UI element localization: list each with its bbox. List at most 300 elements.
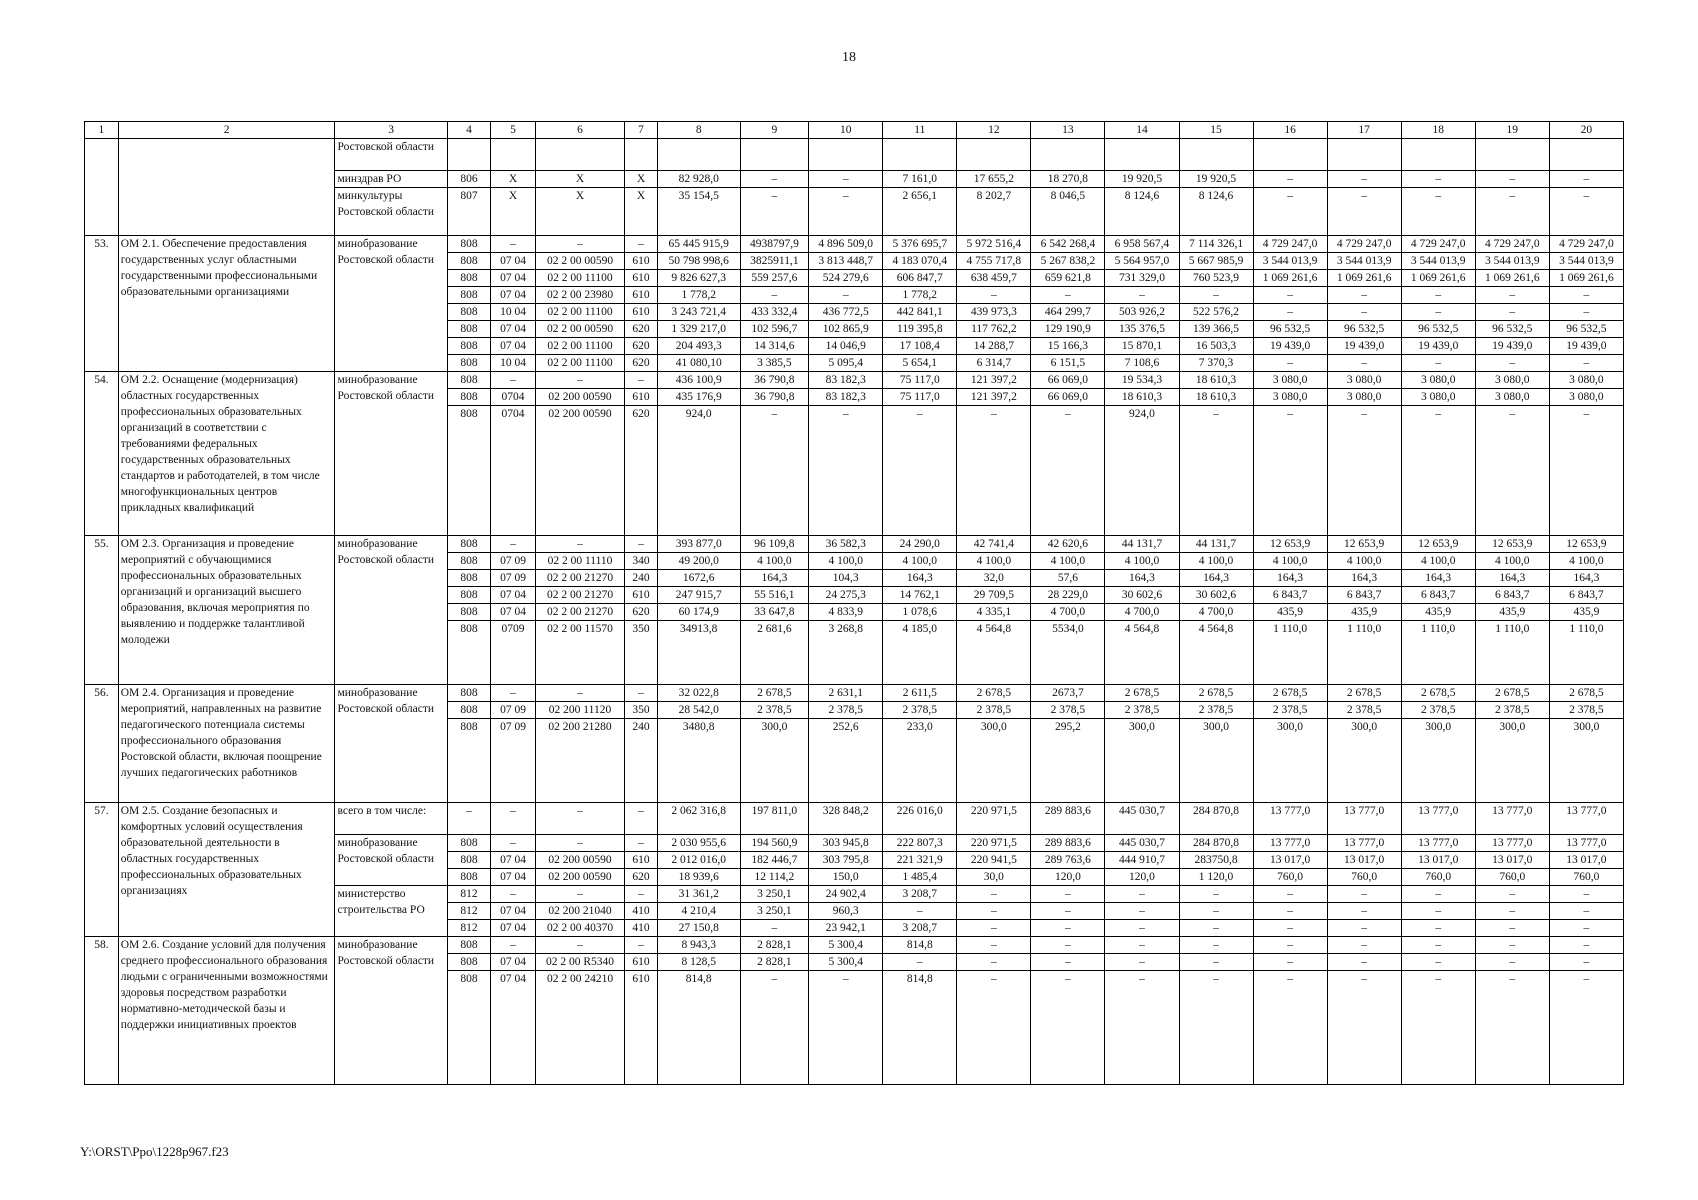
value-cell: 1 778,2: [657, 287, 740, 304]
owner-cell-text: минздрав РО: [337, 173, 402, 185]
value-cell: 19 439,0: [1401, 338, 1475, 355]
item-name-cell-text: ОМ 2.1. Обеспечение предоставления государственных услуг областными государственными профессиональными образовательными организациями: [120, 238, 318, 298]
value-cell: –: [1401, 355, 1475, 372]
value-cell: –: [1179, 886, 1253, 903]
table-row: [85, 803, 1624, 835]
value-cell: 5534,0: [1031, 621, 1105, 685]
value-cell: 36 790,8: [740, 372, 809, 389]
code-cell-c4: 812: [447, 886, 491, 903]
value-cell: –: [1253, 287, 1327, 304]
value-cell: 4 564,8: [1105, 621, 1179, 685]
value-cell: 4 100,0: [1401, 553, 1475, 570]
value-cell: –: [740, 920, 809, 937]
value-cell: 5 095,4: [809, 355, 883, 372]
code-cell-c6: 02 2 00 23980: [535, 287, 624, 304]
value-cell: 436 772,5: [809, 304, 883, 321]
value-cell: 4 100,0: [1031, 553, 1105, 570]
value-cell: 5 654,1: [883, 355, 957, 372]
value-cell: 2 378,5: [1327, 702, 1401, 719]
code-cell-c7: 410: [625, 903, 658, 920]
value-cell: 924,0: [1105, 406, 1179, 536]
value-cell: 638 459,7: [957, 270, 1031, 287]
value-cell: 23 942,1: [809, 920, 883, 937]
value-cell: 2 678,5: [1253, 685, 1327, 702]
value-cell: 760,0: [1327, 869, 1401, 886]
value-cell: 4 729 247,0: [1327, 236, 1401, 253]
empty-cell: [883, 139, 957, 171]
value-cell: 19 439,0: [1327, 338, 1401, 355]
value-cell: 24 902,4: [809, 886, 883, 903]
code-cell-c7: 610: [625, 304, 658, 321]
value-cell: –: [1475, 920, 1549, 937]
value-cell: –: [1401, 971, 1475, 1085]
value-cell: 2 678,5: [1105, 685, 1179, 702]
value-cell: 12 653,9: [1475, 536, 1549, 553]
table-row: [85, 937, 1624, 954]
value-cell: 303 945,8: [809, 835, 883, 852]
value-cell: 3 080,0: [1475, 372, 1549, 389]
value-cell: 3 080,0: [1475, 389, 1549, 406]
owner-cell: [335, 937, 447, 1085]
value-cell: 2 678,5: [1475, 685, 1549, 702]
value-cell: –: [1549, 886, 1623, 903]
code-cell-c5: Х: [491, 188, 536, 236]
code-cell-c7: 610: [625, 389, 658, 406]
value-cell: 7 108,6: [1105, 355, 1179, 372]
value-cell: 2 678,5: [1327, 685, 1401, 702]
code-cell-c5: 10 04: [491, 304, 536, 321]
budget-table-wrap: [84, 121, 1624, 1085]
value-cell: 2 012 016,0: [657, 852, 740, 869]
value-cell: 55 516,1: [740, 587, 809, 604]
value-cell: –: [1401, 287, 1475, 304]
value-cell: 6 843,7: [1327, 587, 1401, 604]
value-cell: 13 777,0: [1475, 835, 1549, 852]
value-cell: 66 069,0: [1031, 372, 1105, 389]
value-cell: 18 270,8: [1031, 171, 1105, 188]
value-cell: 60 174,9: [657, 604, 740, 621]
value-cell: –: [957, 971, 1031, 1085]
code-cell-c4: 808: [447, 587, 491, 604]
value-cell: 2 030 955,6: [657, 835, 740, 852]
value-cell: 36 582,3: [809, 536, 883, 553]
value-cell: –: [1105, 920, 1179, 937]
value-cell: 18 939,6: [657, 869, 740, 886]
value-cell: –: [740, 971, 809, 1085]
value-cell: 57,6: [1031, 570, 1105, 587]
budget-table: [84, 121, 1624, 1085]
value-cell: –: [1179, 920, 1253, 937]
value-cell: 13 777,0: [1401, 835, 1475, 852]
value-cell: 5 564 957,0: [1105, 253, 1179, 270]
value-cell: 4 564,8: [1179, 621, 1253, 685]
empty-cell: [740, 139, 809, 171]
item-name-cell: [118, 685, 335, 803]
code-cell-c7: 620: [625, 321, 658, 338]
value-cell: 5 300,4: [809, 937, 883, 954]
value-cell: 44 131,7: [1105, 536, 1179, 553]
code-cell-c5: –: [491, 886, 536, 903]
value-cell: 83 182,3: [809, 389, 883, 406]
value-cell: 1 485,4: [883, 869, 957, 886]
value-cell: 1 069 261,6: [1253, 270, 1327, 287]
value-cell: –: [1401, 886, 1475, 903]
column-header: 8: [657, 122, 740, 139]
code-cell-c7: 610: [625, 587, 658, 604]
value-cell: 4 729 247,0: [1549, 236, 1623, 253]
value-cell: 2 611,5: [883, 685, 957, 702]
owner-cell-text: министерство строительства РО: [337, 888, 425, 916]
value-cell: 12 653,9: [1253, 536, 1327, 553]
owner-cell-text: минобразование Ростовской области: [337, 687, 435, 715]
value-cell: 226 016,0: [883, 803, 957, 835]
code-cell-c4: 808: [447, 287, 491, 304]
value-cell: –: [1253, 304, 1327, 321]
value-cell: 303 795,8: [809, 852, 883, 869]
value-cell: 3 813 448,7: [809, 253, 883, 270]
value-cell: 5 972 516,4: [957, 236, 1031, 253]
value-cell: 4 183 070,4: [883, 253, 957, 270]
value-cell: –: [809, 971, 883, 1085]
table-row: [85, 536, 1624, 553]
code-cell-c7: 610: [625, 253, 658, 270]
owner-cell: [335, 803, 447, 835]
value-cell: 164,3: [1475, 570, 1549, 587]
value-cell: 252,6: [809, 719, 883, 803]
value-cell: 300,0: [1253, 719, 1327, 803]
value-cell: –: [740, 188, 809, 236]
code-cell-c5: –: [491, 685, 536, 702]
value-cell: 104,3: [809, 570, 883, 587]
value-cell: –: [1401, 406, 1475, 536]
value-cell: –: [1549, 937, 1623, 954]
code-cell-c5: 07 04: [491, 270, 536, 287]
value-cell: 28 229,0: [1031, 587, 1105, 604]
value-cell: 435,9: [1327, 604, 1401, 621]
value-cell: 760 523,9: [1179, 270, 1253, 287]
empty-cell: [1105, 139, 1179, 171]
empty-cell: [491, 139, 536, 171]
code-cell-c5: 07 09: [491, 719, 536, 803]
value-cell: –: [1179, 954, 1253, 971]
value-cell: 18 610,3: [1105, 389, 1179, 406]
value-cell: 13 777,0: [1253, 835, 1327, 852]
value-cell: 1 110,0: [1549, 621, 1623, 685]
code-cell-c4: 808: [447, 236, 491, 253]
value-cell: –: [1031, 954, 1105, 971]
value-cell: 82 928,0: [657, 171, 740, 188]
value-cell: 3 544 013,9: [1327, 253, 1401, 270]
value-cell: –: [1549, 171, 1623, 188]
value-cell: 14 762,1: [883, 587, 957, 604]
value-cell: 4 335,1: [957, 604, 1031, 621]
value-cell: 814,8: [883, 937, 957, 954]
value-cell: 6 958 567,4: [1105, 236, 1179, 253]
value-cell: 2 378,5: [1475, 702, 1549, 719]
value-cell: –: [1327, 304, 1401, 321]
item-number-cell: 56.: [85, 685, 119, 803]
empty-cell: [1401, 139, 1475, 171]
code-cell-c6: 02 2 00 21270: [535, 570, 624, 587]
value-cell: –: [1253, 903, 1327, 920]
value-cell: 2 656,1: [883, 188, 957, 236]
value-cell: 3 080,0: [1253, 389, 1327, 406]
code-cell-c7: –: [625, 886, 658, 903]
code-cell-c4: 808: [447, 852, 491, 869]
owner-cell: [335, 536, 447, 685]
value-cell: –: [957, 903, 1031, 920]
value-cell: 606 847,7: [883, 270, 957, 287]
value-cell: 119 395,8: [883, 321, 957, 338]
item-number-cell: 55.: [85, 536, 119, 685]
value-cell: –: [1327, 954, 1401, 971]
value-cell: –: [1475, 937, 1549, 954]
value-cell: 3 544 013,9: [1475, 253, 1549, 270]
value-cell: 559 257,6: [740, 270, 809, 287]
value-cell: –: [1253, 188, 1327, 236]
owner-cell: [335, 835, 447, 886]
page-number: 18: [842, 50, 856, 65]
value-cell: 247 915,7: [657, 587, 740, 604]
code-cell-c6: 02 2 00 11100: [535, 338, 624, 355]
column-header: 9: [740, 122, 809, 139]
value-cell: 442 841,1: [883, 304, 957, 321]
value-cell: 6 843,7: [1549, 587, 1623, 604]
code-cell-c5: Х: [491, 171, 536, 188]
code-cell-c5: 0704: [491, 406, 536, 536]
value-cell: 129 190,9: [1031, 321, 1105, 338]
value-cell: 96 532,5: [1475, 321, 1549, 338]
column-header: 12: [957, 122, 1031, 139]
code-cell-c4: 808: [447, 536, 491, 553]
code-cell-c6: –: [535, 937, 624, 954]
value-cell: 96 532,5: [1327, 321, 1401, 338]
value-cell: 120,0: [1105, 869, 1179, 886]
code-cell-c7: 610: [625, 270, 658, 287]
value-cell: 3 080,0: [1401, 372, 1475, 389]
value-cell: 3 544 013,9: [1401, 253, 1475, 270]
owner-cell: [335, 372, 447, 536]
value-cell: 18 610,3: [1179, 389, 1253, 406]
value-cell: 760,0: [1549, 869, 1623, 886]
value-cell: 24 290,0: [883, 536, 957, 553]
value-cell: –: [809, 287, 883, 304]
code-cell-c7: 610: [625, 954, 658, 971]
column-header: 7: [625, 122, 658, 139]
code-cell-c4: 808: [447, 253, 491, 270]
value-cell: 32,0: [957, 570, 1031, 587]
code-cell-c6: 02 2 00 11110: [535, 553, 624, 570]
value-cell: –: [740, 287, 809, 304]
code-cell-c4: 812: [447, 903, 491, 920]
code-cell-c6: –: [535, 803, 624, 835]
value-cell: 960,3: [809, 903, 883, 920]
value-cell: 30,0: [957, 869, 1031, 886]
value-cell: 4 700,0: [1105, 604, 1179, 621]
header-row: [85, 122, 1624, 139]
value-cell: 8 124,6: [1179, 188, 1253, 236]
value-cell: 8 124,6: [1105, 188, 1179, 236]
value-cell: 5 667 985,9: [1179, 253, 1253, 270]
value-cell: –: [1327, 188, 1401, 236]
value-cell: 14 288,7: [957, 338, 1031, 355]
code-cell-c6: –: [535, 685, 624, 702]
value-cell: 300,0: [1105, 719, 1179, 803]
owner-cell-text: минобразование Ростовской области: [337, 374, 435, 402]
value-cell: –: [1105, 971, 1179, 1085]
value-cell: 6 843,7: [1253, 587, 1327, 604]
value-cell: –: [1179, 287, 1253, 304]
value-cell: 444 910,7: [1105, 852, 1179, 869]
code-cell-c6: –: [535, 886, 624, 903]
item-name-cell: [118, 536, 335, 685]
value-cell: –: [1401, 188, 1475, 236]
value-cell: –: [1253, 954, 1327, 971]
owner-cell-text: всего в том числе:: [337, 805, 427, 817]
value-cell: 42 620,6: [1031, 536, 1105, 553]
value-cell: –: [1401, 937, 1475, 954]
value-cell: 13 777,0: [1549, 835, 1623, 852]
code-cell-c4: 808: [447, 621, 491, 685]
value-cell: 2 062 316,8: [657, 803, 740, 835]
code-cell-c6: 02 2 00 11100: [535, 355, 624, 372]
code-cell-c6: 02 2 00 00590: [535, 321, 624, 338]
value-cell: 2 631,1: [809, 685, 883, 702]
value-cell: –: [1327, 920, 1401, 937]
value-cell: 1 110,0: [1401, 621, 1475, 685]
value-cell: –: [1327, 171, 1401, 188]
value-cell: 75 117,0: [883, 372, 957, 389]
value-cell: 503 926,2: [1105, 304, 1179, 321]
value-cell: 524 279,6: [809, 270, 883, 287]
value-cell: 164,3: [1549, 570, 1623, 587]
table-row: [85, 372, 1624, 389]
item-name-cell-text: ОМ 2.2. Оснащение (модернизация) областных государственных профессиональных образовательных организаций в соответствии с требованиями федеральных государственных образовательных стандартов и работодателей, в том числе многофункциональных центров прикладных квалификаций: [120, 374, 320, 514]
value-cell: 3 208,7: [883, 886, 957, 903]
value-cell: 30 602,6: [1179, 587, 1253, 604]
code-cell-c4: 808: [447, 570, 491, 587]
item-name-cell-text: ОМ 2.5. Создание безопасных и комфортных условий осуществления образовательной деятельности в областных государственных профессиональных образовательных организациях: [120, 805, 303, 897]
value-cell: 435,9: [1475, 604, 1549, 621]
code-cell-c4: 807: [447, 188, 491, 236]
value-cell: 12 653,9: [1327, 536, 1401, 553]
value-cell: 197 811,0: [740, 803, 809, 835]
value-cell: 28 542,0: [657, 702, 740, 719]
code-cell-c7: –: [625, 835, 658, 852]
value-cell: 3 080,0: [1253, 372, 1327, 389]
value-cell: 96 532,5: [1401, 321, 1475, 338]
code-cell-c7: 610: [625, 287, 658, 304]
value-cell: –: [883, 903, 957, 920]
value-cell: –: [1549, 954, 1623, 971]
column-header: 11: [883, 122, 957, 139]
value-cell: –: [1327, 355, 1401, 372]
item-number-cell: 53.: [85, 236, 119, 372]
value-cell: 3 208,7: [883, 920, 957, 937]
value-cell: 2 828,1: [740, 954, 809, 971]
code-cell-c7: 350: [625, 702, 658, 719]
code-cell-c5: –: [491, 937, 536, 954]
value-cell: –: [1475, 287, 1549, 304]
empty-cell: [809, 139, 883, 171]
value-cell: 4 100,0: [1327, 553, 1401, 570]
value-cell: –: [1475, 971, 1549, 1085]
value-cell: –: [1327, 903, 1401, 920]
code-cell-c6: 02 2 00 40370: [535, 920, 624, 937]
value-cell: 4 833,9: [809, 604, 883, 621]
value-cell: 445 030,7: [1105, 835, 1179, 852]
code-cell-c4: 808: [447, 685, 491, 702]
value-cell: 13 777,0: [1253, 803, 1327, 835]
value-cell: 4 100,0: [809, 553, 883, 570]
value-cell: –: [1031, 971, 1105, 1085]
value-cell: 16 503,3: [1179, 338, 1253, 355]
value-cell: –: [1105, 937, 1179, 954]
value-cell: 34913,8: [657, 621, 740, 685]
code-cell-c4: 808: [447, 355, 491, 372]
column-header: 16: [1253, 122, 1327, 139]
code-cell-c5: 07 09: [491, 570, 536, 587]
code-cell-c5: 07 09: [491, 702, 536, 719]
value-cell: –: [1475, 886, 1549, 903]
code-cell-c6: 02 200 00590: [535, 869, 624, 886]
code-cell-c7: 340: [625, 553, 658, 570]
value-cell: –: [1327, 971, 1401, 1085]
value-cell: 289 763,6: [1031, 852, 1105, 869]
code-cell-c6: 02 2 00 11100: [535, 304, 624, 321]
value-cell: 7 161,0: [883, 171, 957, 188]
value-cell: –: [740, 171, 809, 188]
value-cell: 139 366,5: [1179, 321, 1253, 338]
empty-cell: [535, 139, 624, 171]
value-cell: –: [1327, 406, 1401, 536]
value-cell: –: [957, 920, 1031, 937]
value-cell: 6 542 268,4: [1031, 236, 1105, 253]
value-cell: 19 439,0: [1475, 338, 1549, 355]
value-cell: 300,0: [1549, 719, 1623, 803]
value-cell: 2 378,5: [809, 702, 883, 719]
code-cell-c5: 07 04: [491, 253, 536, 270]
value-cell: 1 069 261,6: [1401, 270, 1475, 287]
value-cell: 300,0: [1179, 719, 1253, 803]
value-cell: 14 046,9: [809, 338, 883, 355]
value-cell: 3 080,0: [1401, 389, 1475, 406]
column-header: 13: [1031, 122, 1105, 139]
value-cell: –: [1401, 903, 1475, 920]
owner-cell-text: Ростовской области: [337, 141, 435, 153]
empty-cell: [1031, 139, 1105, 171]
value-cell: 3 544 013,9: [1549, 253, 1623, 270]
item-name-cell: [118, 937, 335, 1085]
code-cell-c7: 620: [625, 604, 658, 621]
value-cell: 75 117,0: [883, 389, 957, 406]
value-cell: 3825911,1: [740, 253, 809, 270]
column-header: 2: [118, 122, 335, 139]
code-cell-c4: 808: [447, 604, 491, 621]
value-cell: 19 534,3: [1105, 372, 1179, 389]
code-cell-c6: Х: [535, 188, 624, 236]
value-cell: 31 361,2: [657, 886, 740, 903]
value-cell: 3 080,0: [1327, 389, 1401, 406]
column-header: 14: [1105, 122, 1179, 139]
value-cell: 1 078,6: [883, 604, 957, 621]
value-cell: 2 378,5: [883, 702, 957, 719]
value-cell: –: [740, 406, 809, 536]
value-cell: 4 100,0: [740, 553, 809, 570]
value-cell: 295,2: [1031, 719, 1105, 803]
column-header: 15: [1179, 122, 1253, 139]
code-cell-c6: –: [535, 536, 624, 553]
